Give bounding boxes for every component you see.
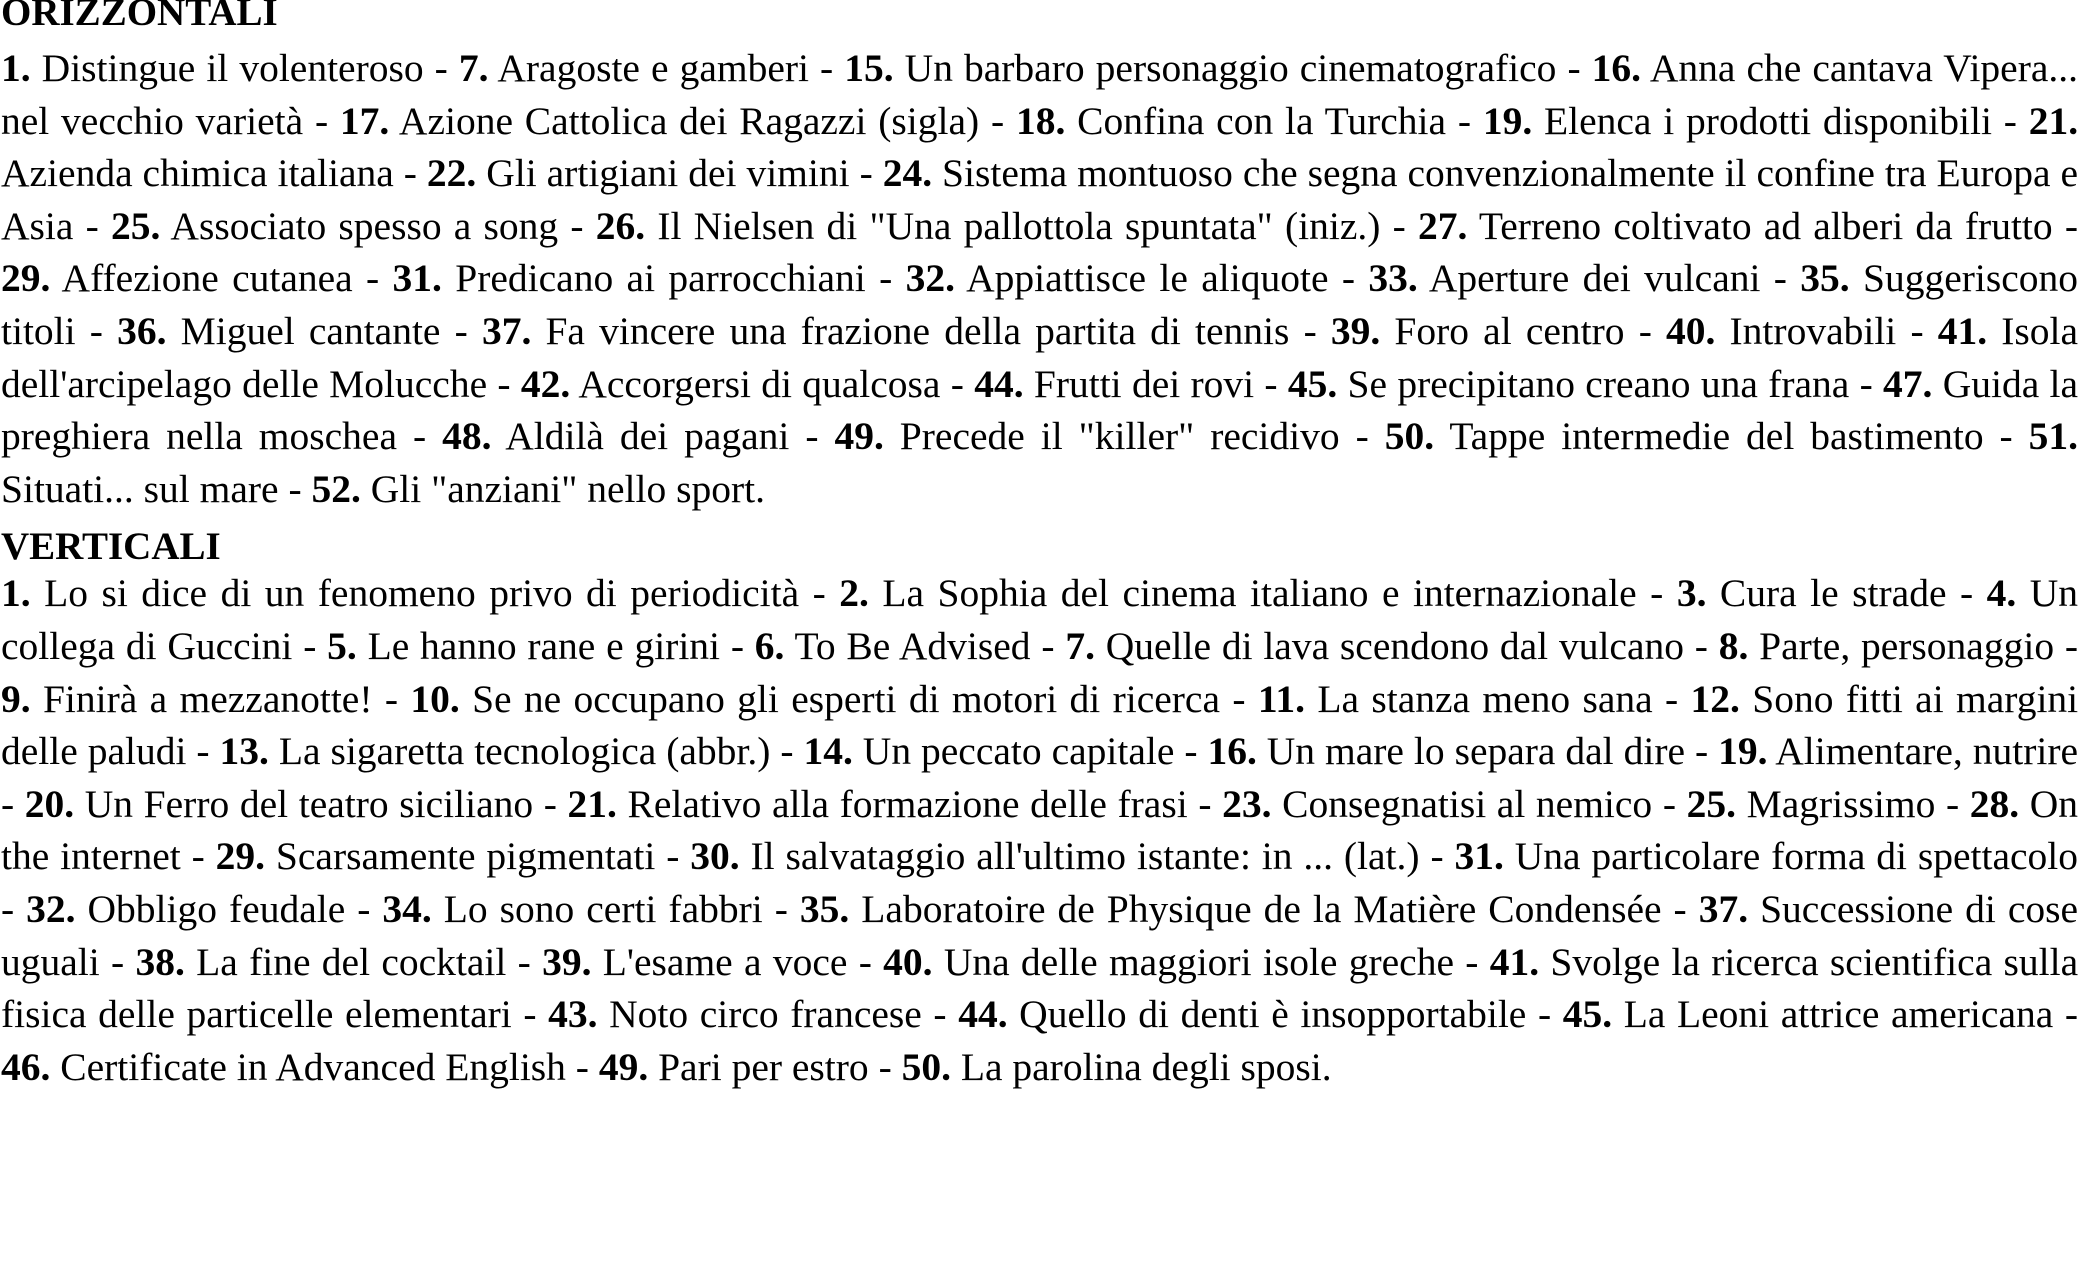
clue-text: Introvabili bbox=[1729, 308, 1897, 353]
clue-number: 40. bbox=[1666, 308, 1716, 353]
clue-separator: - bbox=[859, 151, 873, 196]
clue-text: Elenca i prodotti disponibili bbox=[1544, 98, 1992, 143]
clue-text: Finirà a mezzanotte! bbox=[42, 676, 373, 721]
clue-separator: - bbox=[1041, 623, 1055, 668]
clue-item bbox=[1, 1045, 566, 1089]
clue-text: Distingue il volenteroso bbox=[41, 46, 424, 90]
clue-number: 49. bbox=[598, 1044, 649, 1089]
clue-separator: - bbox=[357, 886, 371, 931]
clue-number: 25. bbox=[1686, 781, 1736, 826]
clue-text: Scarsamente pigmentati bbox=[275, 834, 656, 879]
clue-item bbox=[1, 46, 424, 90]
clue-text: Laboratoire de Physique de la Matière Condensée bbox=[861, 886, 1662, 931]
clue-text: Un mare lo separa dal dire bbox=[1266, 729, 1686, 774]
clue-text: Svolge la ricerca scientifica sulla fisica delle particelle elementari bbox=[1, 939, 2079, 1037]
clue-separator: - bbox=[454, 308, 468, 353]
clue-text: Fa vincere una frazione della partita di tennis bbox=[545, 308, 1290, 353]
clue-text: Confina con la Turchia bbox=[1077, 98, 1447, 143]
clue-item bbox=[1331, 309, 1625, 353]
clue-separator: - bbox=[497, 361, 511, 406]
clue-number: 48. bbox=[442, 414, 492, 459]
clue-number: 5. bbox=[327, 623, 357, 668]
clue-item bbox=[1563, 992, 2054, 1036]
clue-number: 25. bbox=[111, 203, 161, 248]
clue-item bbox=[135, 940, 506, 984]
clue-separator: - bbox=[805, 414, 819, 459]
clue-number: 33. bbox=[1368, 256, 1418, 301]
clue-number: 17. bbox=[339, 98, 390, 143]
clue-item bbox=[803, 729, 1174, 773]
clue-separator: - bbox=[366, 256, 380, 301]
clue-text: Terreno coltivato ad alberi da frutto bbox=[1478, 203, 2053, 248]
clue-item bbox=[410, 677, 1220, 721]
clue-number: 27. bbox=[1418, 203, 1468, 248]
clue-item bbox=[548, 992, 922, 1036]
clue-item bbox=[1, 677, 373, 721]
clue-text: Azione Cattolica dei Ragazzi (sigla) bbox=[398, 98, 980, 143]
clue-text: Miguel cantante bbox=[180, 308, 441, 353]
clue-text: Gli artigiani dei vimini bbox=[486, 151, 850, 196]
clue-separator: - bbox=[1, 781, 15, 826]
clue-number: 50. bbox=[901, 1044, 951, 1089]
clue-item bbox=[599, 1045, 869, 1089]
clue-number: 11. bbox=[1257, 676, 1306, 721]
clue-text: Precede il "killer" recidivo bbox=[899, 414, 1340, 459]
clue-separator: - bbox=[85, 203, 99, 248]
clue-text: Una particolare forma di spettacolo bbox=[1514, 834, 2079, 879]
clue-text: La sigaretta tecnologica (abbr.) bbox=[278, 729, 771, 774]
clue-text: Un collega di Guccini bbox=[1, 571, 2079, 668]
clue-text: L'esame a voce bbox=[602, 939, 848, 984]
clue-separator: - bbox=[879, 256, 893, 301]
clue-item bbox=[220, 729, 771, 773]
clue-text: La fine del cocktail bbox=[196, 939, 507, 984]
clue-text: Pari per estro bbox=[658, 1044, 869, 1089]
clue-text: Cura le strade bbox=[1719, 571, 1947, 616]
clue-text: Guida la preghiera nella moschea bbox=[1, 361, 2079, 459]
clue-item bbox=[482, 309, 1289, 353]
clue-number: 19. bbox=[1482, 98, 1533, 143]
clue-text: Obbligo feudale bbox=[87, 886, 346, 931]
clue-number: 12. bbox=[1690, 676, 1740, 721]
clue-number: 22. bbox=[426, 151, 477, 196]
clue-item bbox=[340, 99, 979, 143]
clue-number: 38. bbox=[135, 939, 185, 984]
clue-number: 39. bbox=[1330, 308, 1381, 353]
clue-item bbox=[26, 887, 345, 931]
clue-number: 41. bbox=[1937, 308, 1988, 353]
clue-item bbox=[459, 46, 809, 90]
clue-item bbox=[111, 204, 558, 248]
clue-text: Tappe intermedie del bastimento bbox=[1449, 414, 1984, 459]
clue-number: 36. bbox=[117, 308, 167, 353]
clue-separator: - bbox=[933, 992, 947, 1037]
clue-separator: - bbox=[666, 834, 680, 879]
clue-item bbox=[1687, 782, 1936, 826]
clue-text: Gli "anziani" nello sport. bbox=[370, 466, 765, 511]
clue-separator: - bbox=[403, 151, 417, 196]
clue-separator: - bbox=[1264, 361, 1278, 406]
clue-item bbox=[311, 467, 765, 511]
clue-number: 47. bbox=[1883, 361, 1933, 406]
clue-text: Anna che cantava Vipera... nel vecchio varietà bbox=[1, 46, 2079, 143]
clue-separator: - bbox=[543, 781, 557, 826]
clue-item bbox=[839, 571, 1636, 615]
clue-text: La Sophia del cinema italiano e internazionale bbox=[882, 571, 1637, 616]
clue-number: 41. bbox=[1489, 939, 1540, 984]
clue-number: 29. bbox=[215, 834, 266, 879]
clue-item bbox=[1, 571, 799, 615]
clue-text: La parolina degli sposi. bbox=[960, 1044, 1332, 1089]
clue-separator: - bbox=[1773, 256, 1787, 301]
clue-number: 7. bbox=[458, 46, 489, 90]
clue-separator: - bbox=[1457, 98, 1472, 143]
clue-text: Il salvataggio all'ultimo istante: in ... (lat.) bbox=[750, 834, 1420, 879]
clue-number: 15. bbox=[844, 46, 894, 90]
clue-number: 4. bbox=[1986, 571, 2017, 616]
clue-separator: - bbox=[1537, 992, 1552, 1037]
clue-text: Suggeriscono titoli bbox=[1, 256, 2079, 353]
clue-text: Quello di denti è insopportabile bbox=[1019, 992, 1527, 1037]
clue-number: 31. bbox=[392, 256, 442, 301]
clue-number: 37. bbox=[1698, 886, 1749, 931]
clue-separator: - bbox=[2064, 992, 2079, 1037]
clue-separator: - bbox=[990, 98, 1005, 143]
clue-separator: - bbox=[384, 676, 398, 721]
clue-item bbox=[755, 624, 1031, 668]
clue-item bbox=[1207, 729, 1685, 773]
clue-text: Alimentare, nutrire bbox=[1775, 729, 2079, 774]
clue-text: Un Ferro del teatro siciliano bbox=[84, 781, 534, 826]
clue-number: 1. bbox=[1, 46, 31, 90]
clue-separator: - bbox=[812, 571, 826, 616]
clue-item bbox=[1258, 677, 1653, 721]
clue-list-orizzontali bbox=[1, 42, 2080, 515]
clue-number: 34. bbox=[382, 886, 432, 931]
clue-item bbox=[1368, 256, 1760, 300]
clue-item bbox=[1483, 99, 1992, 143]
clue-text: Frutti dei rovi bbox=[1033, 361, 1255, 406]
clue-item bbox=[1719, 624, 2054, 668]
clue-item bbox=[906, 256, 1329, 300]
clue-separator: - bbox=[434, 46, 448, 90]
clue-separator: - bbox=[570, 203, 584, 248]
clue-number: 26. bbox=[595, 203, 646, 248]
clue-text: Se ne occupano gli esperti di motori di ricerca bbox=[472, 676, 1220, 721]
section-title-orizzontali: ORIZZONTALI bbox=[1, 0, 278, 34]
clue-text: La Leoni attrice americana bbox=[1623, 992, 2054, 1037]
clue-separator: - bbox=[774, 886, 788, 931]
clue-separator: - bbox=[1694, 623, 1708, 668]
clue-item bbox=[442, 414, 789, 458]
clue-number: 16. bbox=[1591, 46, 1642, 90]
clue-number: 40. bbox=[883, 939, 933, 984]
clue-number: 6. bbox=[754, 623, 785, 668]
clue-item bbox=[1016, 99, 1446, 143]
clue-item bbox=[883, 940, 1454, 984]
clue-number: 44. bbox=[958, 992, 1008, 1037]
clue-number: 14. bbox=[803, 729, 853, 774]
clue-separator: - bbox=[196, 729, 210, 774]
clue-separator: - bbox=[2064, 203, 2079, 248]
clue-separator: - bbox=[191, 834, 205, 879]
clue-separator: - bbox=[1959, 571, 1974, 616]
section-title-verticali: VERTICALI bbox=[1, 525, 221, 569]
section-orizzontali bbox=[1, 0, 2080, 515]
clue-number: 32. bbox=[26, 886, 76, 931]
clue-number: 49. bbox=[834, 414, 884, 459]
clue-item bbox=[117, 309, 440, 353]
clue-separator: - bbox=[1638, 308, 1652, 353]
clue-text: Le hanno rane e girini bbox=[367, 623, 721, 668]
clue-item bbox=[1288, 362, 1849, 406]
clue-separator: - bbox=[1945, 781, 1960, 826]
clue-item bbox=[427, 151, 850, 195]
clue-text: Aragoste e gamberi bbox=[497, 46, 809, 90]
clue-number: 46. bbox=[1, 1044, 51, 1089]
clue-item bbox=[1666, 309, 1896, 353]
clue-separator: - bbox=[2003, 98, 2017, 143]
clue-separator: - bbox=[878, 1044, 892, 1089]
clue-number: 31. bbox=[1454, 834, 1504, 879]
clue-separator: - bbox=[1665, 676, 1679, 721]
clue-text: Accorgersi di qualcosa bbox=[578, 361, 941, 406]
clue-text: Noto circo francese bbox=[609, 992, 922, 1037]
clue-number: 3. bbox=[1676, 571, 1707, 616]
clue-number: 19. bbox=[1718, 729, 1768, 774]
clue-item bbox=[1418, 204, 2053, 248]
clue-text: Una delle maggiori isole greche bbox=[943, 939, 1454, 984]
clue-text: Se precipitano creano una frana bbox=[1347, 361, 1850, 406]
clue-separator: - bbox=[780, 729, 794, 774]
clue-separator: - bbox=[1650, 571, 1664, 616]
clue-text: Situati... sul mare bbox=[1, 466, 279, 511]
clue-separator: - bbox=[1673, 886, 1687, 931]
clue-number: 51. bbox=[2028, 414, 2079, 459]
clue-separator: - bbox=[1465, 939, 1479, 984]
clue-item bbox=[958, 992, 1526, 1036]
clue-number: 45. bbox=[1562, 992, 1613, 1037]
clue-text: Lo si dice di un fenomeno privo di periodicità bbox=[44, 571, 800, 616]
clue-number: 35. bbox=[1800, 256, 1850, 301]
clue-separator: - bbox=[1859, 361, 1873, 406]
clue-item bbox=[1718, 729, 2078, 773]
clue-item bbox=[521, 362, 941, 406]
clue-number: 45. bbox=[1287, 361, 1338, 406]
clue-text: Aperture dei vulcani bbox=[1428, 256, 1761, 301]
clue-text: Foro al centro bbox=[1394, 308, 1625, 353]
clue-text: Sistema montuoso che segna convenzionalmente il confine tra Europa e Asia bbox=[1, 151, 2079, 248]
clue-separator: - bbox=[288, 466, 302, 511]
clue-item bbox=[542, 940, 847, 984]
clue-separator: - bbox=[2064, 623, 2079, 668]
clue-separator: - bbox=[730, 623, 744, 668]
clue-separator: - bbox=[1232, 676, 1246, 721]
clue-separator: - bbox=[1567, 46, 1581, 90]
clue-item bbox=[382, 887, 762, 931]
clue-item bbox=[327, 624, 720, 668]
clue-separator: - bbox=[517, 939, 531, 984]
clue-text: Certificate in Advanced English bbox=[60, 1044, 566, 1089]
clue-number: 20. bbox=[24, 781, 75, 826]
clue-item bbox=[834, 414, 1339, 458]
clue-separator: - bbox=[858, 939, 872, 984]
clue-item bbox=[690, 834, 1419, 878]
clue-text: Un peccato capitale bbox=[862, 729, 1175, 774]
clue-separator: - bbox=[412, 414, 427, 459]
clue-number: 37. bbox=[481, 308, 532, 353]
clue-item bbox=[393, 256, 866, 300]
clue-separator: - bbox=[523, 992, 537, 1037]
clue-number: 32. bbox=[905, 256, 955, 301]
clue-separator: - bbox=[303, 623, 317, 668]
clue-item bbox=[800, 887, 1662, 931]
clue-number: 9. bbox=[1, 676, 31, 721]
clue-separator: - bbox=[1430, 834, 1444, 879]
clue-text: Relativo alla formazione delle frasi bbox=[627, 781, 1188, 826]
clue-text: Successione di cose uguali bbox=[1, 886, 2079, 984]
clue-item bbox=[1677, 571, 1947, 615]
clue-item bbox=[844, 46, 1556, 90]
clue-text: Lo sono certi fabbri bbox=[443, 886, 763, 931]
clue-list-verticali bbox=[1, 567, 2080, 1093]
clue-number: 29. bbox=[1, 256, 51, 301]
clue-number: 10. bbox=[410, 676, 460, 721]
clue-text: La stanza meno sana bbox=[1317, 676, 1653, 721]
clue-separator: - bbox=[1392, 203, 1406, 248]
clue-separator: - bbox=[111, 939, 125, 984]
clue-text: To Be Advised bbox=[794, 623, 1031, 668]
clue-item bbox=[216, 834, 656, 878]
clue-separator: - bbox=[1662, 781, 1676, 826]
clue-number: 39. bbox=[542, 939, 592, 984]
clue-item bbox=[974, 362, 1254, 406]
clue-text: Il Nielsen di "Una pallottola spuntata" (iniz.) bbox=[657, 203, 1381, 248]
clue-number: 18. bbox=[1015, 98, 1066, 143]
clue-item bbox=[1385, 414, 1984, 458]
clue-separator: - bbox=[1999, 414, 2013, 459]
clue-text: Quelle di lava scendono dal vulcano bbox=[1105, 623, 1684, 668]
clue-number: 24. bbox=[882, 151, 933, 196]
clue-number: 13. bbox=[219, 729, 269, 774]
clue-separator: - bbox=[89, 308, 103, 353]
clue-text: Appiattisce le aliquote bbox=[966, 256, 1329, 301]
clue-text: Azienda chimica italiana bbox=[1, 151, 394, 196]
clue-text: Predicano ai parrocchiani bbox=[455, 256, 866, 301]
clue-separator: - bbox=[1198, 781, 1212, 826]
clue-number: 50. bbox=[1384, 414, 1435, 459]
clue-separator: - bbox=[1184, 729, 1198, 774]
clue-item bbox=[25, 782, 533, 826]
clue-number: 7. bbox=[1065, 623, 1095, 668]
clue-text: On the internet bbox=[1, 781, 2079, 879]
clue-item bbox=[596, 204, 1381, 248]
clue-text: Isola dell'arcipelago delle Molucche bbox=[1, 308, 2079, 406]
clue-separator: - bbox=[820, 46, 834, 90]
clue-text: Magrissimo bbox=[1746, 781, 1936, 826]
clue-number: 43. bbox=[548, 992, 598, 1037]
clue-number: 30. bbox=[690, 834, 740, 879]
clue-item bbox=[1065, 624, 1684, 668]
clue-text: Associato spesso a song bbox=[170, 203, 559, 248]
clue-text: Sono fitti ai margini delle paludi bbox=[1, 676, 2079, 774]
clue-separator: - bbox=[575, 1044, 589, 1089]
clue-text: Aldilà dei pagani bbox=[505, 414, 790, 459]
clue-separator: - bbox=[1694, 729, 1709, 774]
clue-number: 44. bbox=[974, 361, 1024, 406]
clue-separator: - bbox=[1355, 414, 1369, 459]
clue-text: Parte, personaggio bbox=[1759, 623, 2055, 668]
clue-separator: - bbox=[1910, 308, 1924, 353]
clue-number: 23. bbox=[1222, 781, 1272, 826]
clue-text: Un barbaro personaggio cinematografico bbox=[904, 46, 1557, 90]
clue-separator: - bbox=[1341, 256, 1355, 301]
clue-number: 35. bbox=[799, 886, 850, 931]
clue-number: 1. bbox=[1, 571, 31, 616]
clue-separator: - bbox=[314, 98, 329, 143]
clue-number: 42. bbox=[520, 361, 571, 406]
clue-number: 52. bbox=[311, 466, 361, 511]
clue-number: 8. bbox=[1718, 623, 1749, 668]
clue-separator: - bbox=[1303, 308, 1317, 353]
clue-number: 2. bbox=[839, 571, 869, 616]
clue-number: 16. bbox=[1207, 729, 1257, 774]
clue-separator: - bbox=[950, 361, 964, 406]
clue-text: Affezione cutanea bbox=[61, 256, 353, 301]
clue-number: 21. bbox=[2028, 98, 2079, 143]
clue-separator: - bbox=[1, 886, 15, 931]
clue-number: 28. bbox=[1969, 781, 2020, 826]
clue-item bbox=[902, 1045, 1332, 1089]
clue-text: Consegnatisi al nemico bbox=[1282, 781, 1653, 826]
section-verticali bbox=[1, 525, 2080, 1093]
clue-item bbox=[1, 256, 353, 300]
clue-item bbox=[1454, 834, 2078, 878]
clue-item bbox=[1222, 782, 1652, 826]
clue-number: 21. bbox=[567, 781, 617, 826]
clue-item bbox=[568, 782, 1188, 826]
